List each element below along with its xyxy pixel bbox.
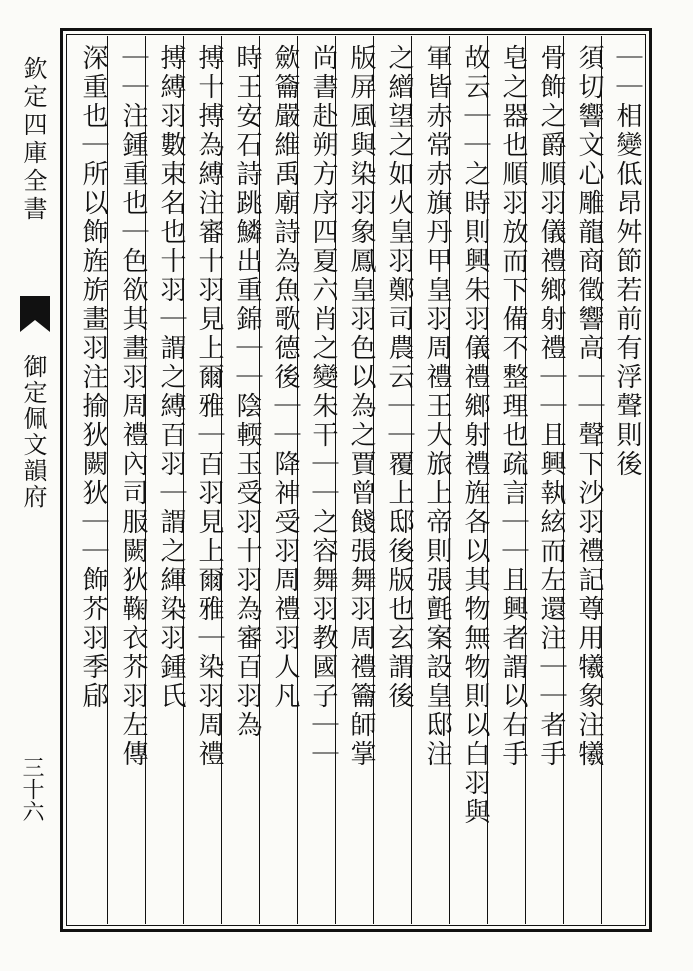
text-column-6: 軍皆赤常赤旗丹甲皇羽周禮王大旅上帝則張氈案設皇邸注: [422, 44, 452, 769]
text-column-2: 須切響文心雕龍商徵響高｜｜聲下沙羽禮記尊用犧象注犧: [574, 44, 604, 769]
text-column-9: 尚書赴朔方序四夏六肖之變朱干｜｜之容舞羽教國子｜｜: [308, 44, 338, 769]
page-margin-column: [6, 36, 56, 936]
text-column-13: 搏縛羽數束名也十羽｜謂之縛百羽｜謂之緷染羽鍾氏: [156, 44, 186, 711]
text-column-11: 時王安石詩跳鱗出重錦｜｜陰輭玉受羽十羽為審百羽為: [232, 44, 262, 740]
text-column-14: ｜｜注鍾重也｜色欲其畫羽周禮內司服闕狄鞠衣芥羽左傳: [118, 44, 148, 769]
text-column-15: 深重也｜所以飾旌旂畫羽注揄狄闕狄｜｜飾芥羽季郈: [78, 44, 108, 711]
page-number: 三十六: [19, 756, 44, 822]
collection-title: 欽定四庫全書: [19, 56, 47, 224]
text-column-12: 搏十搏為縛注審十羽見上爾雅｜百羽見上爾雅｜染羽周禮: [194, 44, 224, 769]
text-column-4: 皂之器也順羽放而下備不整理也疏言｜｜且興者謂以右手: [498, 44, 528, 769]
text-column-8: 版屏風與染羽象鳳皇羽色以為之賈曾餞張舞羽周禮籥師掌: [346, 44, 376, 769]
text-column-7: 之繒望之如火皇羽鄭司農云｜｜覆上邸後版也玄謂後: [384, 44, 414, 711]
text-column-5: 故云｜｜之時則興朱羽儀禮鄉射禮旌各以其物無物則以白羽與: [460, 44, 490, 827]
fishtail-mark-icon: [20, 296, 50, 332]
text-column-1: ｜｜相變低昂舛節若前有浮聲則後: [612, 44, 642, 479]
text-column-10: 歛籥嚴維禹廟詩為魚歌德後｜｜降神受羽周禮羽人凡: [270, 44, 300, 711]
text-column-3: 骨飾之爵順羽儀禮鄉射禮｜｜且興執絃而左還注｜｜者手: [536, 44, 566, 769]
book-title: 御定佩文韻府: [19, 354, 47, 510]
